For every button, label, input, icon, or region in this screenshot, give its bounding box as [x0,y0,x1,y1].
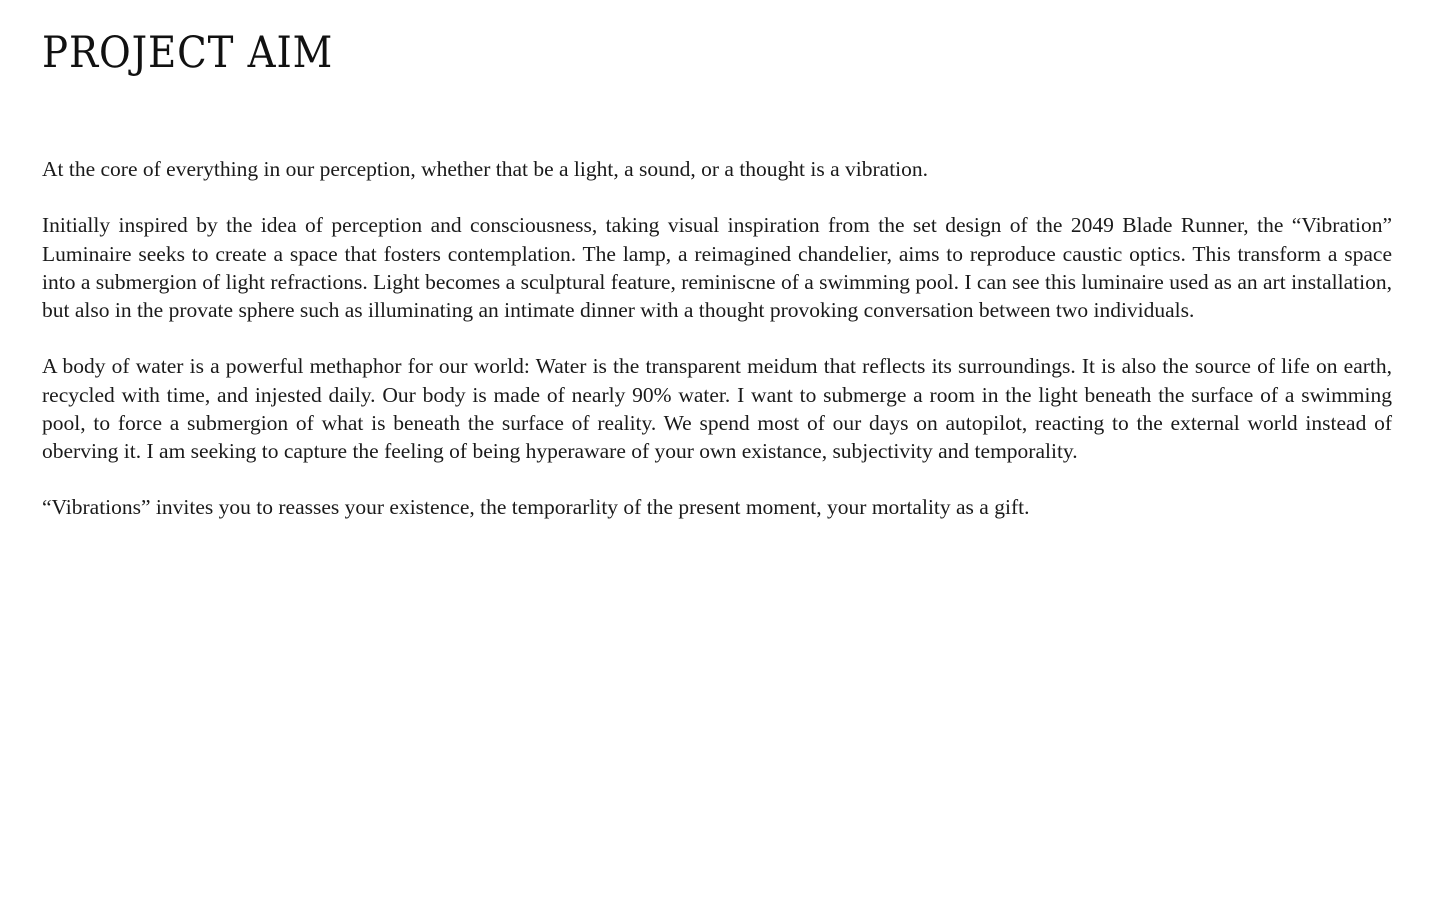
body-text [42,155,1392,550]
paragraph-water-metaphor: A body of water is a powerful methaphor for our world: Water is the transparent meidum that reflects its surroundings. It is also the source of life on earth, recycled with time, and injested daily. Our body is made of nearly 90% water. I want to submerge a room in the light beneath the surface of a swimming pool, to force a submergion of what is beneath the surface of reality. We spend most of our days on autopilot, reacting to the external world instead of oberving it. I am seeking to capture the feeling of being hyperaware of your own existance, subjectivity and temporality. [42,354,1392,463]
paragraph-intro: At the core of everything in our perception, whether that be a light, a sound, or a thought is a vibration. [42,157,929,181]
page-title: PROJECT AIM [42,28,334,78]
paragraph-inspiration: Initially inspired by the idea of perception and consciousness, taking visual inspiration from the set design of the 2049 Blade Runner, the “Vibration” Luminaire seeks to create a space that fosters contemplation. The lamp, a reimagined chandelier, aims to reproduce caustic optics. This transform a space into a submergion of light refractions. Light becomes a sculptural feature, reminiscne of a swimming pool. I can see this luminaire used as an art installation, but also in the provate sphere such as illuminating an intimate dinner with a thought provoking conversation between two individuals. [42,213,1392,322]
paragraph-conclusion: “Vibrations” invites you to reasses your existence, the temporarlity of the present moment, your mortality as a gift. [42,495,1030,520]
